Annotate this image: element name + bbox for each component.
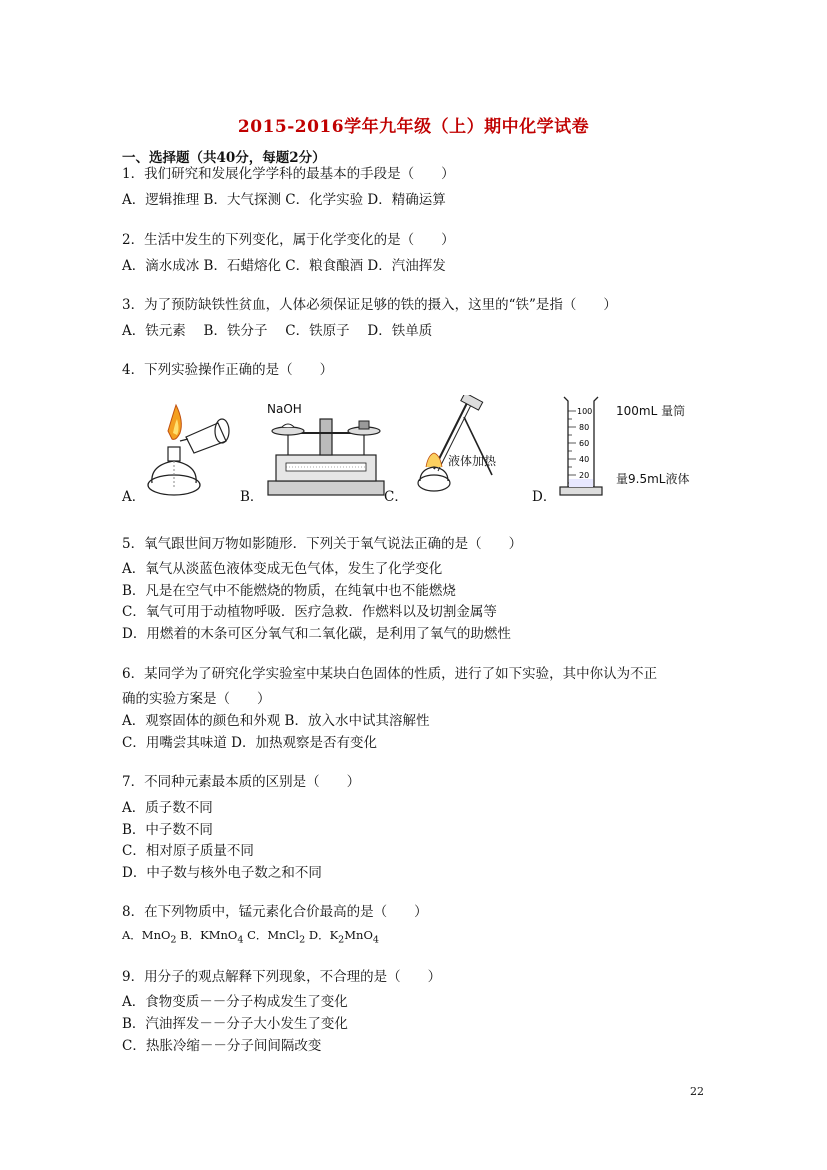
question-9-stem: 9．用分子的观点解释下列现象，不合理的是（ ）	[122, 969, 442, 985]
question-8-stem: 8．在下列物质中，锰元素化合价最高的是（ ）	[122, 904, 428, 920]
q8-sub: 2	[338, 934, 345, 946]
question-6-stem-line2: 确的实验方案是（ ）	[122, 691, 271, 707]
question-5-option-b: B．凡是在空气中不能燃烧的物质，在纯氧中也不能燃烧	[122, 583, 456, 599]
q8-sub: 4	[237, 934, 244, 946]
question-7-option-b: B．中子数不同	[122, 822, 213, 838]
question-4-stem: 4．下列实验操作正确的是（ ）	[122, 362, 334, 378]
question-9-option-c: C．热胀冷缩－－分子间间隔改变	[122, 1038, 322, 1054]
section-heading: 一、选择题（共40分，每题2分）	[122, 150, 326, 166]
tick-40: 40	[579, 455, 590, 464]
figure-b-label: B．	[240, 489, 264, 505]
question-2-options: A．滴水成冰 B．石蜡熔化 C．粮食酿酒 D．汽油挥发	[122, 258, 446, 274]
figure-c-label: C．	[384, 489, 408, 505]
figure-c-liquid-heating	[406, 395, 518, 499]
question-6-options-cd: C．用嘴尝其味道 D．加热观察是否有变化	[122, 735, 377, 751]
question-6-stem-line1: 6．某同学为了研究化学实验室中某块白色固体的性质，进行了如下实验，其中你认为不正	[122, 666, 658, 682]
exam-title: 2015-2016学年九年级（上）期中化学试卷	[237, 117, 590, 137]
question-3-options: A．铁元素 B．铁分子 C．铁原子 D．铁单质	[122, 323, 433, 339]
figure-a-alcohol-lamp	[144, 403, 230, 498]
question-3-stem: 3．为了预防缺铁性贫血，人体必须保证足够的铁的摄入，这里的“铁”是指（ ）	[122, 297, 617, 313]
question-5-option-d: D．用燃着的木条可区分氧气和二氧化碳，是利用了氧气的助燃性	[122, 626, 511, 642]
question-9-option-b: B．汽油挥发－－分子大小发生了变化	[122, 1016, 348, 1032]
question-7-stem: 7．不同种元素最本质的区别是（ ）	[122, 774, 361, 790]
question-9-option-a: A．食物变质－－分子构成发生了变化	[122, 994, 348, 1010]
question-5-option-c: C．氧气可用于动植物呼吸．医疗急救．作燃料以及切割金属等	[122, 604, 497, 620]
tick-80: 80	[579, 423, 590, 432]
q8-sub: 4	[372, 934, 379, 946]
figure-d-label: D．	[532, 489, 557, 505]
question-5-option-a: A．氧气从淡蓝色液体变成无色气体，发生了化学变化	[122, 561, 443, 577]
figure-d-graduated-cylinder	[554, 393, 712, 501]
q8-option-d: D．K	[305, 928, 339, 942]
question-7-option-c: C．相对原子质量不同	[122, 843, 254, 859]
naoh-label: NaOH	[267, 402, 302, 416]
page-number: 22	[690, 1085, 704, 1098]
tick-20: 20	[579, 471, 590, 480]
figure-b-balance	[262, 393, 390, 501]
question-1-stem: 1．我们研究和发展化学学科的最基本的手段是（ ）	[122, 166, 455, 182]
q8-option-a: A．MnO	[122, 928, 171, 942]
tick-100: 100	[577, 407, 593, 416]
q8-sub: 2	[299, 934, 306, 946]
question-7-option-a: A．质子数不同	[122, 800, 213, 816]
figure-a-label: A．	[122, 489, 146, 505]
measure-label: 量9.5mL液体	[616, 472, 690, 486]
question-5-stem: 5．氧气跟世间万物如影随形．下列关于氧气说法正确的是（ ）	[122, 536, 523, 552]
q8-option-c: C．MnCl	[243, 928, 300, 942]
question-7-option-d: D．中子数与核外电子数之和不同	[122, 865, 322, 881]
question-8-options	[122, 927, 379, 945]
cylinder-label: 100mL 量筒	[616, 404, 686, 418]
q8-option-b: B．KMnO	[176, 928, 238, 942]
question-6-options-ab: A．观察固体的颜色和外观 B．放入水中试其溶解性	[122, 713, 430, 729]
question-1-options: A．逻辑推理 B．大气探测 C．化学实验 D．精确运算	[122, 192, 446, 208]
liquid-heating-label: 液体加热	[448, 454, 497, 468]
question-2-stem: 2．生活中发生的下列变化，属于化学变化的是（ ）	[122, 232, 455, 248]
question-4-figures	[122, 393, 712, 505]
tick-60: 60	[579, 439, 590, 448]
q8-option-d-rest: MnO	[344, 928, 373, 942]
q8-sub: 2	[170, 934, 177, 946]
